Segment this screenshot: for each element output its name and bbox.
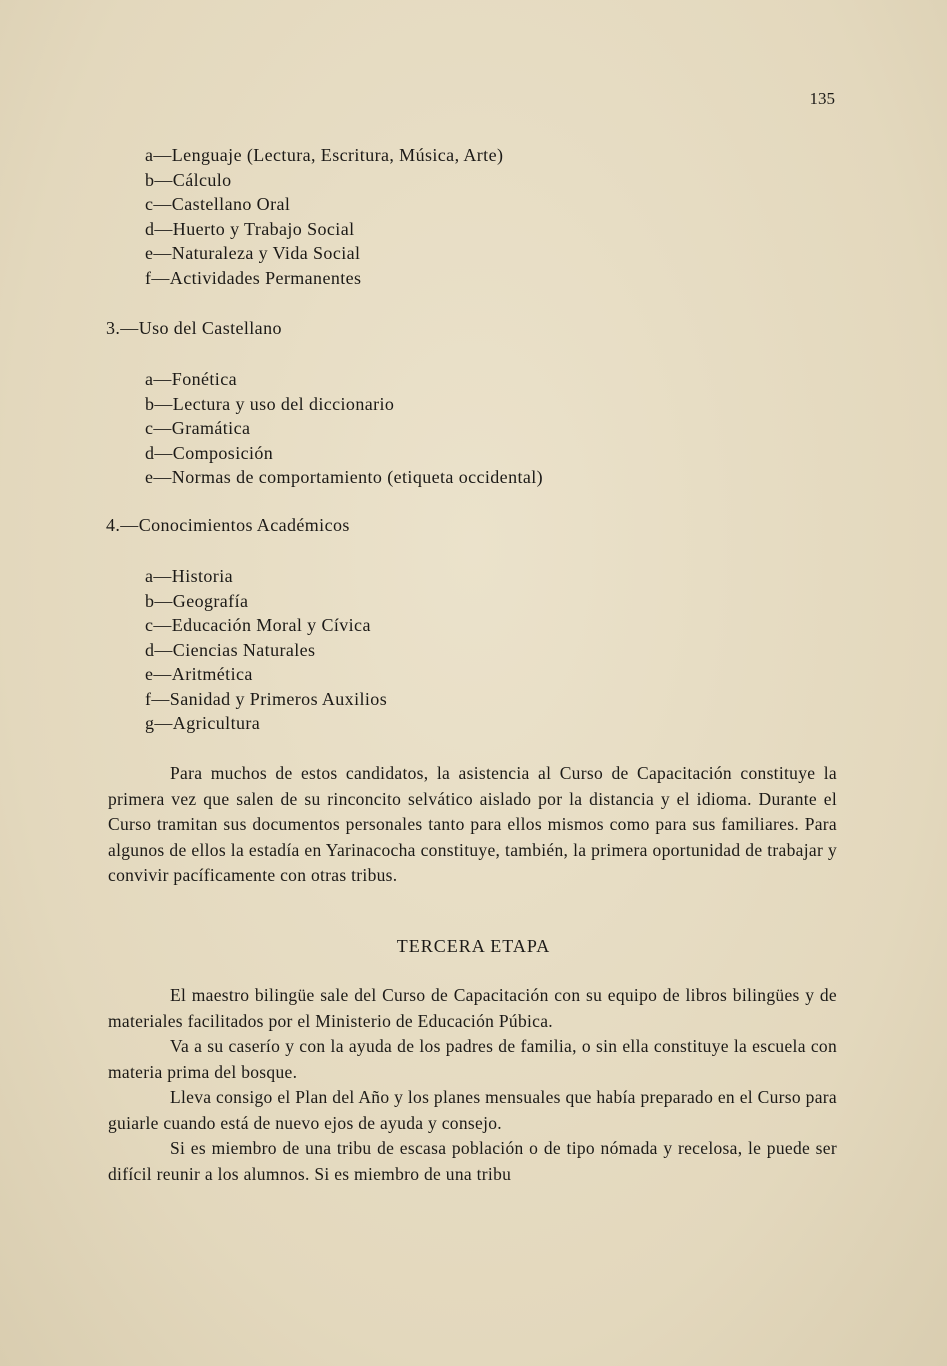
list-item: d—Composición [145, 442, 274, 463]
list-item: a—Fonética [145, 369, 237, 389]
subject-list-2 [145, 143, 503, 290]
body-paragraph: Lleva consigo el Plan del Año y los planes mensuales que había preparado en el Curso para guiarle cuando está de nuevo ejos de ayuda y consejo. [108, 1087, 837, 1133]
tercera-etapa-text [108, 983, 837, 1187]
list-item: f—Sanidad y Primeros Auxilios [145, 688, 388, 709]
page-number: 135 [809, 89, 835, 108]
list-item: b—Cálculo [145, 169, 232, 190]
intro-paragraph-block [108, 761, 837, 889]
list-item: c—Educación Moral y Cívica [145, 615, 371, 635]
list-item: a—Historia [145, 566, 233, 586]
section-heading-uso-castellano: 3.—Uso del Castellano [106, 318, 282, 338]
list-item: c—Gramática [145, 418, 251, 438]
list-item: f—Actividades Permanentes [145, 267, 362, 288]
list-item: d—Huerto y Trabajo Social [145, 218, 355, 239]
list-item: b—Geografía [145, 590, 249, 611]
section-heading-conocimientos: 4.—Conocimientos Académicos [106, 515, 350, 535]
list-item: c—Castellano Oral [145, 194, 291, 214]
list-item: g—Agricultura [145, 713, 261, 733]
list-item: e—Aritmética [145, 664, 253, 684]
list-item: d—Ciencias Naturales [145, 639, 316, 660]
section-title-tercera-etapa: TERCERA ETAPA [396, 936, 551, 956]
list-item: e—Normas de comportamiento (etiqueta occidental) [145, 467, 544, 487]
list-item: e—Naturaleza y Vida Social [145, 243, 361, 263]
subject-list-4 [145, 564, 387, 736]
body-paragraph: Si es miembro de una tribu de escasa población o de tipo nómada y recelosa, le puede ser difícil reunir a los alumnos. Si es miembro de una tribu [108, 1138, 837, 1184]
list-item: b—Lectura y uso del diccionario [145, 393, 395, 414]
body-paragraph: Va a su caserío y con la ayuda de los padres de familia, o sin ella constituye la escuela con materia prima del bosque. [108, 1036, 837, 1082]
subject-list-3 [145, 367, 543, 490]
body-paragraph: El maestro bilingüe sale del Curso de Capacitación con su equipo de libros bilingües y de materiales facilitados por el Ministerio de Educación Púbica. [108, 985, 837, 1031]
list-item: a—Lenguaje (Lectura, Escritura, Música, Arte) [145, 145, 504, 165]
body-paragraph: Para muchos de estos candidatos, la asistencia al Curso de Capacitación constituye la primera vez que salen de su rinconcito selvático aislado por la distancia y el idioma. Durante el Curso tramitan sus documentos personales tanto para ellos mismos como para sus familiares. Para algunos de ellos la estadía en Yarinacocha constituye, también, la primera oportunidad de trabajar y convivir pacíficamente con otras tribus. [108, 763, 837, 885]
